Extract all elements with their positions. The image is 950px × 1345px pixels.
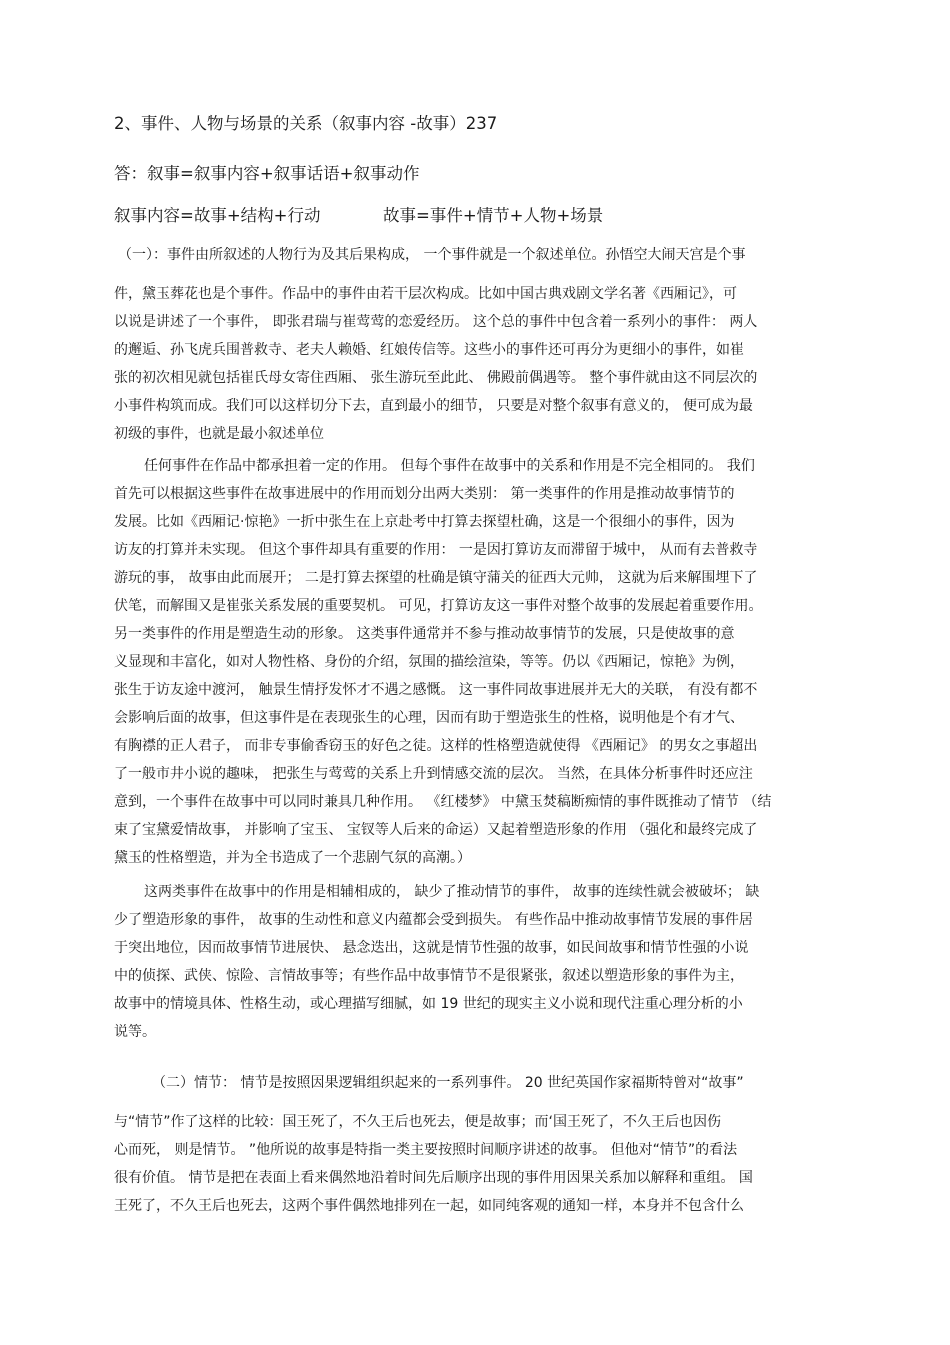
paragraph-line: 件，黛玉葬花也是个事件。作品中的事件由若干层次构成。比如中国古典戏剧文学名著《西厢记》，可 bbox=[114, 286, 737, 302]
paragraph-line: 任何事件在作品中都承担着一定的作用。 但每个事件在故事中的关系和作用是不完全相同的。 我们 bbox=[144, 458, 755, 474]
paragraph-line: 张生于访友途中渡河， 触景生情抒发怀才不遇之感慨。 这一事件同故事进展并无大的关联， 有没有都不 bbox=[114, 682, 758, 698]
paragraph-line: 心而死， 则是情节。 ”他所说的故事是特指一类主要按照时间顺序讲述的故事。 但他对“情节”的看法 bbox=[114, 1142, 738, 1158]
paragraph-line: 会影响后面的故事，但这事件是在表现张生的心理，因而有助于塑造张生的性格，说明他是个有才气、 bbox=[114, 710, 744, 726]
paragraph-line: 少了塑造形象的事件， 故事的生动性和意义内蕴都会受到损失。 有些作品中推动故事情节发展的事件居 bbox=[114, 912, 753, 928]
paragraph-line: 另一类事件的作用是塑造生动的形象。 这类事件通常并不参与推动故事情节的发展，只是使故事的意 bbox=[114, 626, 735, 642]
paragraph-line: 于突出地位，因而故事情节进展快、 悬念迭出，这就是情节性强的故事，如民间故事和情节性强的小说 bbox=[114, 940, 749, 956]
paragraph-line: （二）情节： 情节是按照因果逻辑组织起来的一系列事件。 20 世纪英国作家福斯特曾对“故事” bbox=[152, 1075, 744, 1091]
paragraph-line: 以说是讲述了一个事件， 即张君瑞与崔莺莺的恋爱经历。 这个总的事件中包含着一系列小的事件： 两人 bbox=[114, 314, 758, 330]
paragraph-line: 小事件构筑而成。我们可以这样切分下去，直到最小的细节， 只要是对整个叙事有意义的， 便可成为最 bbox=[114, 398, 753, 414]
paragraph-line: 首先可以根据这些事件在故事进展中的作用而划分出两大类别： 第一类事件的作用是推动故事情节的 bbox=[114, 486, 735, 502]
section-heading: 2、事件、人物与场景的关系（叙事内容 -故事）237 bbox=[114, 114, 498, 133]
paragraph-line: 有胸襟的正人君子， 而非专事偷香窃玉的好色之徒。这样的性格塑造就使得 《西厢记》 的男女之事超出 bbox=[114, 738, 758, 754]
paragraph-line: 意到，一个事件在故事中可以同时兼具几种作用。 《红楼梦》 中黛玉焚稿断痴情的事件既推动了情节 （结 bbox=[114, 794, 772, 810]
paragraph-line: 张的初次相见就包括崔氏母女寄住西厢、 张生游玩至此此、 佛殿前偶遇等。 整个事件就由这不同层次的 bbox=[114, 370, 758, 386]
paragraph-line: （一）：事件由所叙述的人物行为及其后果构成， 一个事件就是一个叙述单位。孙悟空大闹天宫是个事 bbox=[118, 247, 746, 263]
paragraph-line: 说等。 bbox=[114, 1024, 156, 1040]
paragraph-line: 发展。比如《西厢记·惊艳》一折中张生在上京赴考中打算去探望杜确，这是一个很细小的事件，因为 bbox=[114, 514, 735, 530]
paragraph-line: 这两类事件在故事中的作用是相辅相成的， 缺少了推动情节的事件， 故事的连续性就会被破坏； 缺 bbox=[144, 884, 760, 900]
paragraph-line: 很有价值。 情节是把在表面上看来偶然地沿着时间先后顺序出现的事件用因果关系加以解释和重组。 国 bbox=[114, 1170, 753, 1186]
paragraph-line: 束了宝黛爱情故事， 并影响了宝玉、 宝钗等人后来的命运）又起着塑造形象的作用 （强化和最终完成了 bbox=[114, 822, 758, 838]
answer-line: 答：叙事=叙事内容+叙事话语+叙事动作 bbox=[114, 164, 420, 183]
paragraph-line: 中的侦探、武侠、惊险、言情故事等；有些作品中故事情节不是很紧张，叙述以塑造形象的事件为主， bbox=[114, 968, 744, 984]
paragraph-line: 与“情节”作了这样的比较：国王死了，不久王后也死去，便是故事；而‘国王死了，不久王后也因伤 bbox=[114, 1114, 721, 1130]
paragraph-line: 义显现和丰富化，如对人物性格、身份的介绍，氛围的描绘渲染，等等。仍以《西厢记，惊艳》为例， bbox=[114, 654, 744, 670]
paragraph-line: 伏笔，而解围又是崔张关系发展的重要契机。 可见，打算访友这一事件对整个故事的发展起着重要作用。 bbox=[114, 598, 763, 614]
paragraph-line: 游玩的事， 故事由此而展开； 二是打算去探望的杜确是镇守蒲关的征西大元帅， 这就为后来解围埋下了 bbox=[114, 570, 758, 586]
paragraph-line: 初级的事件，也就是最小叙述单位 bbox=[114, 426, 324, 442]
paragraph-line: 黛玉的性格塑造，并为全书造成了一个悲剧气氛的高潮。） bbox=[114, 850, 471, 866]
paragraph-line: 访友的打算并未实现。 但这个事件却具有重要的作用： 一是因打算访友而滞留于城中， 从而有去普救寺 bbox=[114, 542, 758, 558]
definition-right: 故事=事件+情节+人物+场景 bbox=[383, 206, 604, 225]
paragraph-line: 的邂逅、孙飞虎兵围普救寺、老夫人赖婚、红娘传信等。这些小的事件还可再分为更细小的事件，如崔 bbox=[114, 342, 744, 358]
paragraph-line: 故事中的情境具体、性格生动，或心理描写细腻，如 19 世纪的现实主义小说和现代注重心理分析的小 bbox=[114, 996, 743, 1012]
paragraph-line: 了一般市井小说的趣味， 把张生与莺莺的关系上升到情感交流的层次。 当然，在具体分析事件时还应注 bbox=[114, 766, 753, 782]
paragraph-line: 王死了，不久王后也死去，这两个事件偶然地排列在一起，如同纯客观的通知一样，本身并不包含什么 bbox=[114, 1198, 744, 1214]
definition-left: 叙事内容=故事+结构+行动 bbox=[114, 206, 321, 225]
